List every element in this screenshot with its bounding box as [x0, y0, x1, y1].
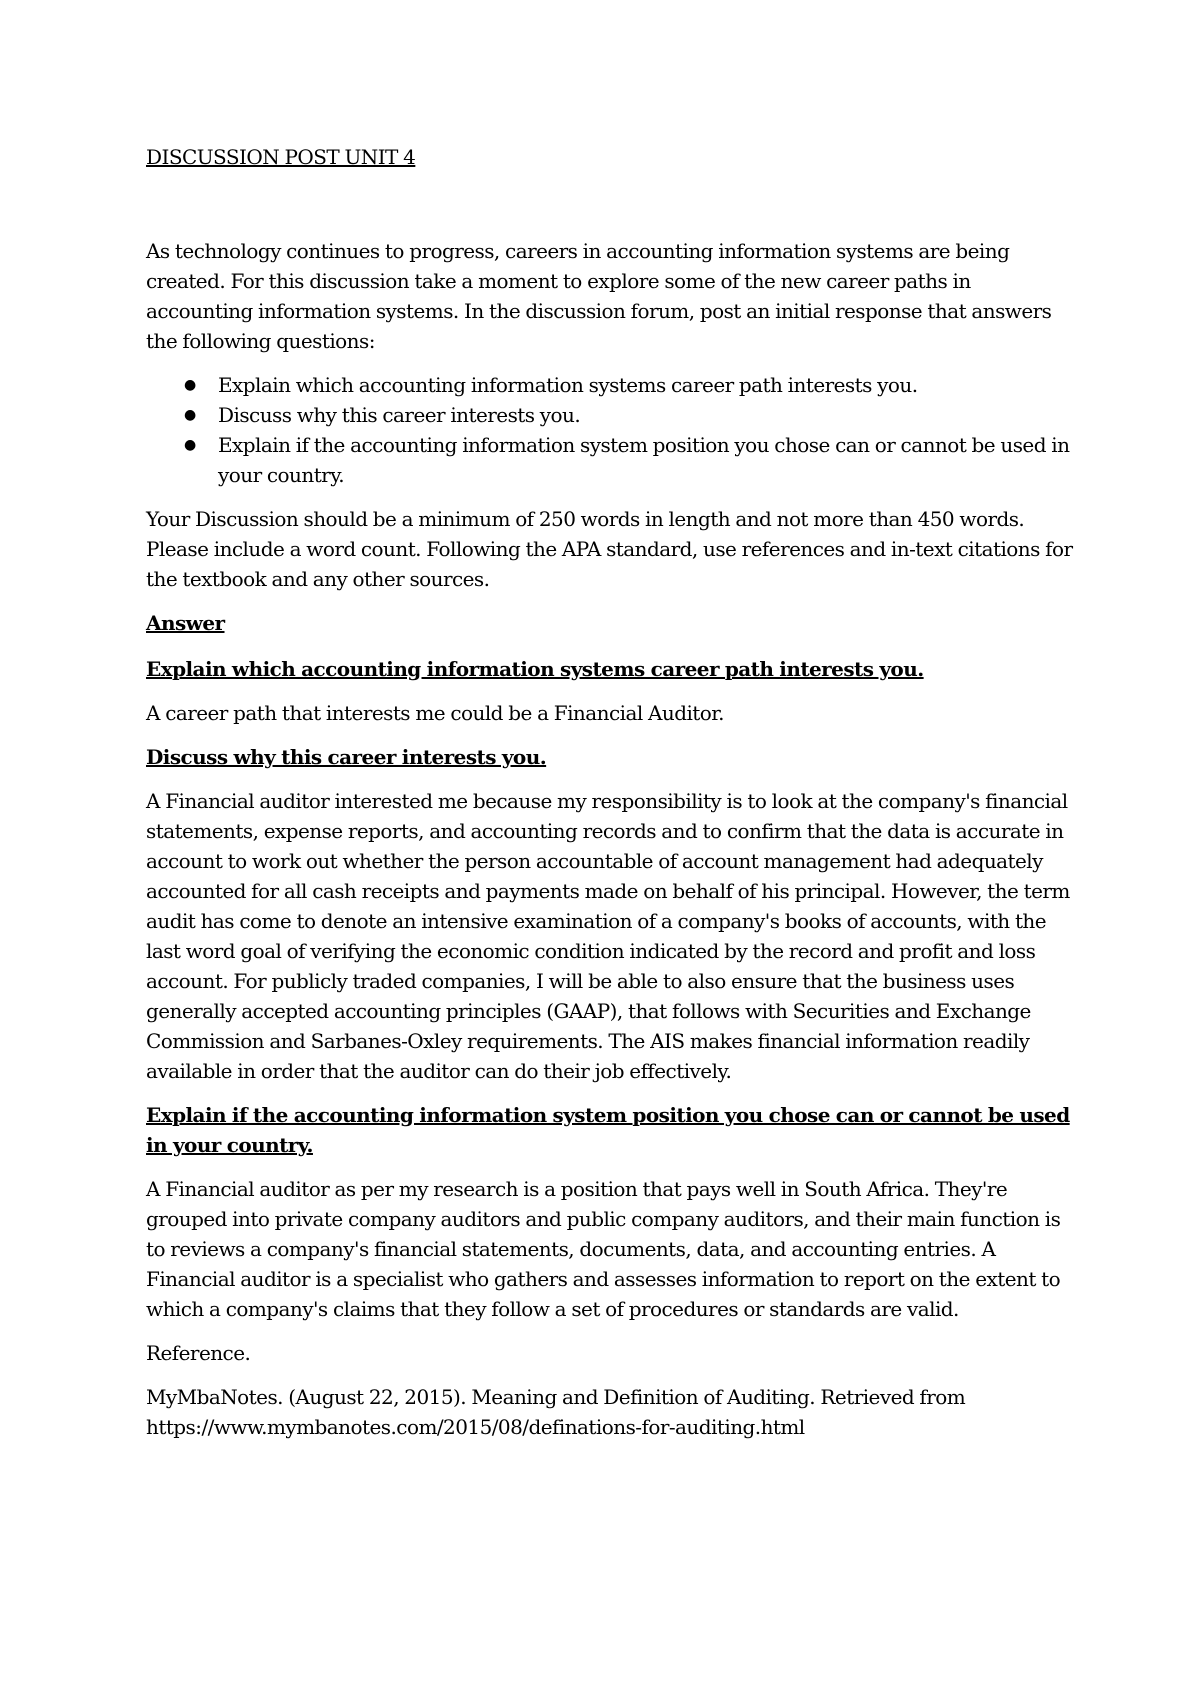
section-heading-why-career: Discuss why this career interests you.: [146, 745, 547, 769]
question-text: Discuss why this career interests you.: [218, 403, 581, 427]
question-item: [184, 430, 1076, 490]
section-heading-country: Explain if the accounting information system position you chose can or cannot be used in your country.: [146, 1103, 1070, 1157]
question-text: Explain if the accounting information system position you chose can or cannot be used in your country.: [218, 433, 1070, 487]
requirements-paragraph: Your Discussion should be a minimum of 250 words in length and not more than 450 words. Please include a word count. Following the APA standard, use references and in-text citations for the textbook and any other sources.: [146, 507, 1073, 591]
question-item: [184, 400, 1076, 430]
reference-label: Reference.: [146, 1341, 251, 1365]
question-text: Explain which accounting information systems career path interests you.: [218, 373, 918, 397]
section-body-why-career: A Financial auditor interested me because my responsibility is to look at the company's financial statements, expense reports, and accounting records and to confirm that the data is accurate in account to work out whether the person accountable of account management had adequately accounted for all cash receipts and payments made on behalf of his principal. However, the term audit has come to denote an intensive examination of a company's books of accounts, with the last word goal of verifying the economic condition indicated by the record and profit and loss account. For publicly traded companies, I will be able to also ensure that the business uses generally accepted accounting principles (GAAP), that follows with Securities and Exchange Commission and Sarbanes-Oxley requirements. The AIS makes financial information readily available in order that the auditor can do their job effectively.: [146, 789, 1070, 1083]
answer-heading: Answer: [146, 611, 225, 635]
bullet-icon: ●: [184, 377, 196, 393]
bullet-icon: ●: [184, 437, 196, 453]
intro-paragraph: As technology continues to progress, careers in accounting information systems are being created. For this discussion take a moment to explore some of the new career paths in accounting information systems. In the discussion forum, post an initial response that answers the following questions:: [146, 239, 1052, 353]
question-item: [184, 370, 1076, 400]
bullet-icon: ●: [184, 407, 196, 423]
questions-list: [146, 370, 1076, 490]
document-title: DISCUSSION POST UNIT 4: [146, 145, 416, 169]
section-body-country: A Financial auditor as per my research is a position that pays well in South Africa. They're grouped into private company auditors and public company auditors, and their main function is to reviews a company's financial statements, documents, data, and accounting entries. A Financial auditor is a specialist who gathers and assesses information to report on the extent to which a company's claims that they follow a set of procedures or standards are valid.: [146, 1177, 1061, 1321]
section-heading-career-path: Explain which accounting information systems career path interests you.: [146, 657, 924, 681]
document-content: [146, 142, 1076, 1456]
reference-text: MyMbaNotes. (August 22, 2015). Meaning and Definition of Auditing. Retrieved from https://www.mymbanotes.com/2015/08/definations-for-auditing.html: [146, 1385, 966, 1439]
section-body-career-path: A career path that interests me could be a Financial Auditor.: [146, 701, 724, 725]
